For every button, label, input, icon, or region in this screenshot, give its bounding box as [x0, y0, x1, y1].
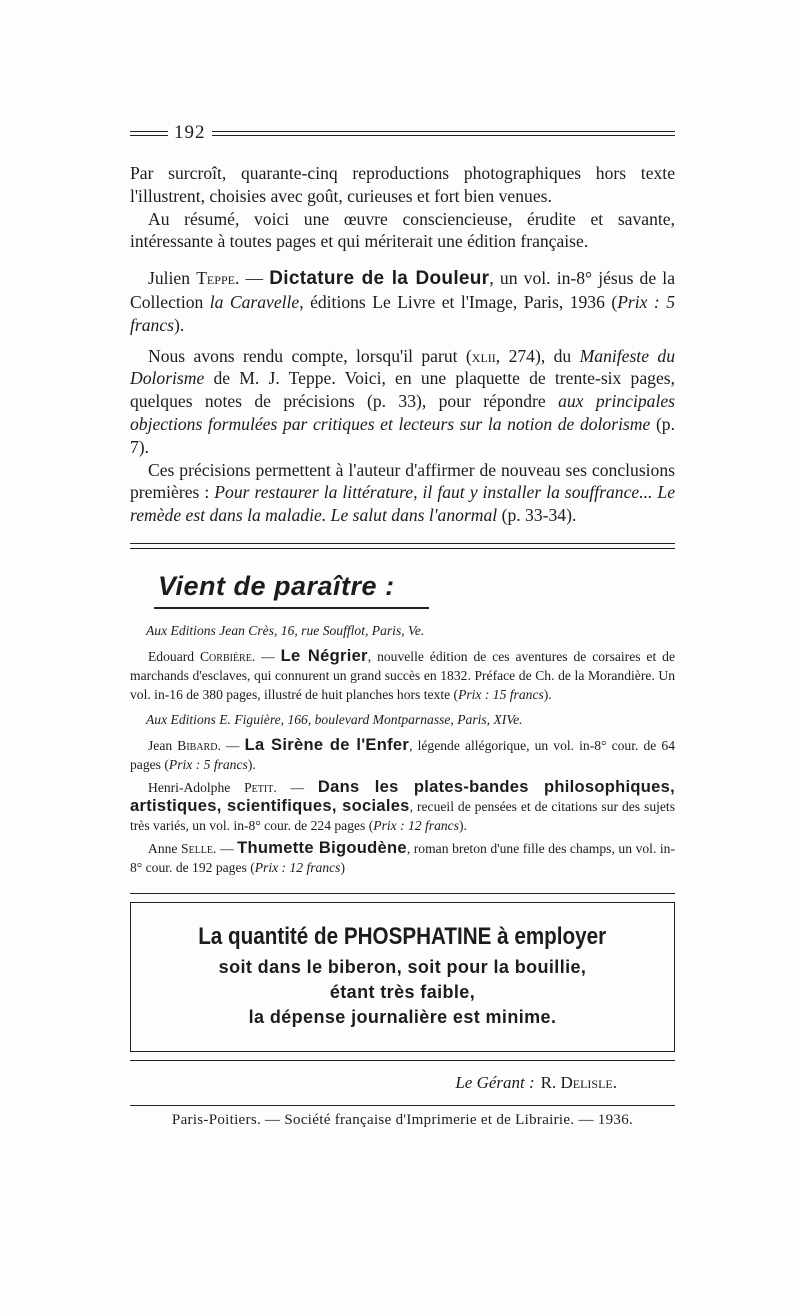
author-last-name: Teppe [196, 268, 235, 289]
header-rule-right [212, 131, 676, 136]
signature-name: R. Delisle. [540, 1072, 617, 1092]
advert-line-4: la dépense journalière est minime. [248, 1007, 557, 1028]
page-number: 192 [174, 122, 206, 143]
header-rule-left [130, 131, 168, 136]
advert-rule [130, 893, 675, 1052]
p1-text-d: (p. 7). [130, 413, 675, 457]
review-teppe-paragraph-1 [130, 345, 675, 459]
e1-price: Prix : 15 francs [458, 686, 544, 702]
e2-end: ). [247, 756, 256, 772]
e2-price: Prix : 5 francs [168, 756, 248, 772]
p1-pages: xlii [471, 345, 496, 366]
p1-text-c: de M. J. Teppe. Voici, en une plaquette de trente-six pages, quelques notes de précisions (p. 33), pour répondre [130, 368, 675, 412]
collection-name: la Caravelle [209, 291, 300, 312]
review-teppe [130, 267, 675, 527]
e4-dash: . — [213, 840, 238, 856]
e3-text: , recueil de pensées et de citations sur des sujets très variés, un vol. in-8° cour. de 224 pages ( [130, 798, 675, 833]
book-title: Dictature de la Douleur [269, 268, 490, 290]
review-previous [130, 162, 675, 253]
e3-last: Petit [244, 779, 274, 795]
signature [130, 1073, 675, 1093]
e4-price: Prix : 12 francs [254, 859, 341, 875]
e1-last: Corbière [199, 648, 252, 664]
e3-price: Prix : 12 francs [373, 817, 459, 833]
advert-line-2: soit dans le biberon, soit pour la bouillie, [218, 957, 587, 978]
signature-rule [130, 1060, 675, 1093]
citation-details-2: , éditions Le Livre et l'Image, Paris, 1936 ( [299, 291, 618, 312]
page [130, 120, 675, 1129]
phosphatine-advert [130, 902, 675, 1052]
e4-text: , roman breton d'une fille des champs, un vol. in-8° cour. de 192 pages ( [130, 840, 676, 875]
e4-title: Thumette Bigoudène [237, 838, 407, 857]
e3-first: Henri-Adolphe [148, 779, 231, 795]
e1-first: Edouard [148, 648, 195, 664]
e4-first: Anne [148, 840, 178, 856]
p1-text-b: , 274), du [495, 345, 580, 366]
p2-text-b: (p. 33-34). [497, 505, 577, 526]
review-previous-paragraph-2: Au résumé, voici une œuvre consciencieuse, érudite et savante, intéressante à toutes pages et qui mériterait une édition française. [130, 208, 675, 252]
publisher-cres: Aux Editions Jean Crès, 16, rue Soufflot, Paris, Ve. [146, 622, 425, 638]
new-releases-title: Vient de paraître : [158, 570, 395, 601]
e2-dash: . — [217, 737, 245, 753]
p2-text-a: Ces précisions permettent à l'auteur d'affirmer de nouveau ses conclusions premières : [130, 459, 675, 503]
review-previous-paragraph-1: Par surcroît, quarante-cinq reproductions photographiques hors texte l'illustrent, choisies avec goût, curieuses et fort bien venues. [130, 163, 675, 206]
publisher-figuiere: Aux Editions E. Figuière, 166, boulevard Montparnasse, Paris, XIVe. [146, 711, 523, 727]
e4-end: ) [340, 859, 345, 875]
e1-dash: . — [251, 648, 281, 664]
new-releases-heading [130, 571, 675, 615]
review-teppe-paragraph-2 [130, 459, 675, 527]
new-releases-list [130, 621, 675, 877]
citation-dash: . — [234, 268, 270, 289]
p2-quote: Pour restaurer la littérature, il faut y installer la souffrance... Le remède est dans la maladie. Le salut dans l'anormal [130, 482, 676, 526]
e3-title: Dans les plates-bandes philosophiques, artistiques, scientifiques, sociales [130, 777, 675, 815]
e2-title: La Sirène de l'Enfer [244, 735, 410, 754]
page-header [130, 120, 675, 146]
e3-end: ). [459, 817, 467, 833]
heading-underline [154, 607, 429, 609]
release-corbiere [130, 647, 675, 704]
advert-line-3: étant très faible, [329, 982, 476, 1003]
e2-first: Jean [148, 737, 173, 753]
e1-title: Le Négrier [280, 646, 368, 665]
e3-dash: . — [273, 779, 318, 795]
author-first-name: Julien [148, 268, 191, 289]
e2-text: , légende allégorique, un vol. in-8° cour. de 64 pages ( [130, 737, 675, 772]
release-bibard [130, 736, 675, 774]
review-teppe-citation [130, 267, 675, 336]
e1-text: , nouvelle édition de ces aventures de corsaires et de marchands d'esclaves, qui connurent un grand succès en 1832. Préface de Ch. de la Morandière. Un vol. in-16 de 380 pages, illustré de huit planches hors texte ( [130, 648, 675, 702]
book-price: Prix : 5 francs [130, 291, 675, 335]
release-petit [130, 778, 675, 835]
printer-footer: Paris-Poitiers. — Société française d'Imprimerie et de Librairie. — 1936. [130, 1105, 675, 1129]
section-separator [130, 543, 675, 549]
e1-end: ). [543, 686, 552, 702]
p1-text-a: Nous avons rendu compte, lorsqu'il parut ( [148, 345, 472, 366]
p1-quote: aux principales objections formulées par critiques et lecteurs sur la notion de dolorisme [130, 391, 675, 434]
citation-details: , un vol. in-8° jésus de la Collection [130, 268, 676, 312]
p1-title: Manifeste du Dolorisme [130, 345, 675, 389]
release-selle [130, 839, 675, 877]
signature-label: Le Gérant : [455, 1072, 535, 1092]
e2-last: Bibard [177, 737, 218, 753]
e4-last: Selle [181, 840, 214, 856]
advert-line-1: La quantité de PHOSPHATINE à employer [198, 923, 607, 951]
citation-end: ). [173, 314, 185, 335]
